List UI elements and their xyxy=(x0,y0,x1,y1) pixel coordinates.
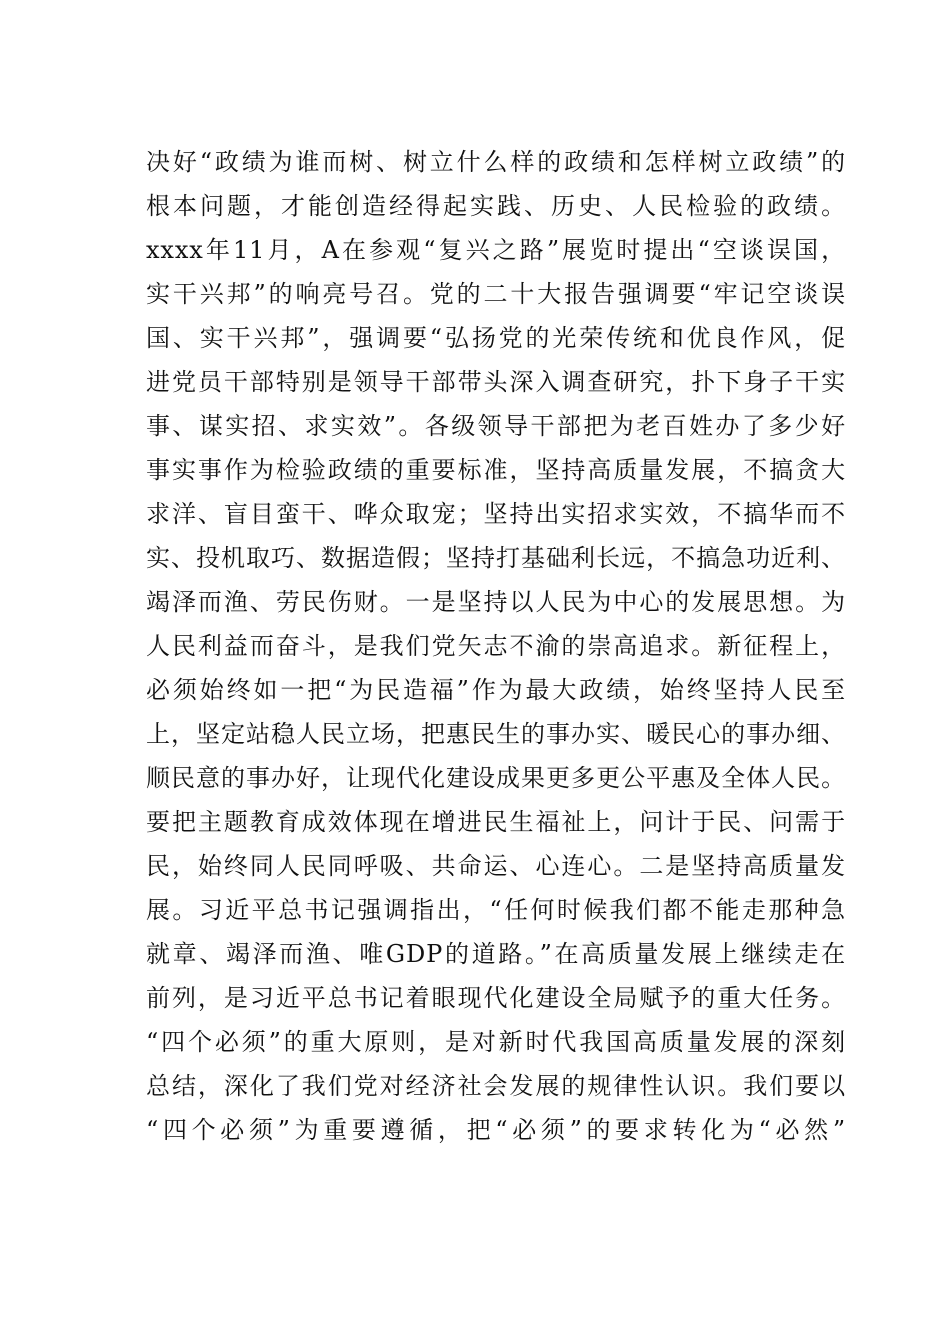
text-line: 实、投机取巧、数据造假；坚持打基础利长远，不搞急功近利、 xyxy=(146,544,846,572)
text-line: 必须始终如一把“为民造福”作为最大政绩，始终坚持人民至 xyxy=(146,676,846,704)
text-line: 展。习近平总书记强调指出，“任何时候我们都不能走那种急 xyxy=(146,896,846,924)
text-line: 总结，深化了我们党对经济社会发展的规律性认识。我们要以 xyxy=(146,1072,846,1100)
text-line: 进党员干部特别是领导干部带头深入调查研究，扑下身子干实 xyxy=(146,368,846,396)
text-line: 前列，是习近平总书记着眼现代化建设全局赋予的重大任务。 xyxy=(146,984,846,1012)
text-line: 要把主题教育成效体现在增进民生福祉上，问计于民、问需于 xyxy=(146,808,846,836)
text-line: 求洋、盲目蛮干、哗众取宠；坚持出实招求实效，不搞华而不 xyxy=(146,500,846,528)
text-line: 国、实干兴邦”，强调要“弘扬党的光荣传统和优良作风，促 xyxy=(146,324,846,352)
text-line: 人民利益而奋斗，是我们党矢志不渝的崇高追求。新征程上， xyxy=(146,632,846,660)
text-line: 事实事作为检验政绩的重要标准，坚持高质量发展，不搞贪大 xyxy=(146,456,846,484)
text-line: 民，始终同人民同呼吸、共命运、心连心。二是坚持高质量发 xyxy=(146,852,846,880)
text-line: 顺民意的事办好，让现代化建设成果更多更公平惠及全体人民。 xyxy=(146,764,846,792)
text-line: 决好“政绩为谁而树、树立什么样的政绩和怎样树立政绩”的 xyxy=(146,148,846,176)
text-line: 竭泽而渔、劳民伤财。一是坚持以人民为中心的发展思想。为 xyxy=(146,588,846,616)
text-line: 事、谋实招、求实效”。各级领导干部把为老百姓办了多少好 xyxy=(146,412,846,440)
text-line: 根本问题，才能创造经得起实践、历史、人民检验的政绩。 xyxy=(146,192,846,220)
body-text xyxy=(146,140,846,1152)
text-line: “四个必须”的重大原则，是对新时代我国高质量发展的深刻 xyxy=(146,1028,846,1056)
text-line: 就章、竭泽而渔、唯GDP的道路。”在高质量发展上继续走在 xyxy=(146,940,846,968)
text-line: xxxx年11月，A在参观“复兴之路”展览时提出“空谈误国， xyxy=(146,236,846,264)
text-line: 实干兴邦”的响亮号召。党的二十大报告强调要“牢记空谈误 xyxy=(146,280,846,308)
text-line: “四个必须”为重要遵循，把“必须”的要求转化为“必然” xyxy=(146,1116,846,1144)
text-line: 上，坚定站稳人民立场，把惠民生的事办实、暖民心的事办细、 xyxy=(146,720,846,748)
